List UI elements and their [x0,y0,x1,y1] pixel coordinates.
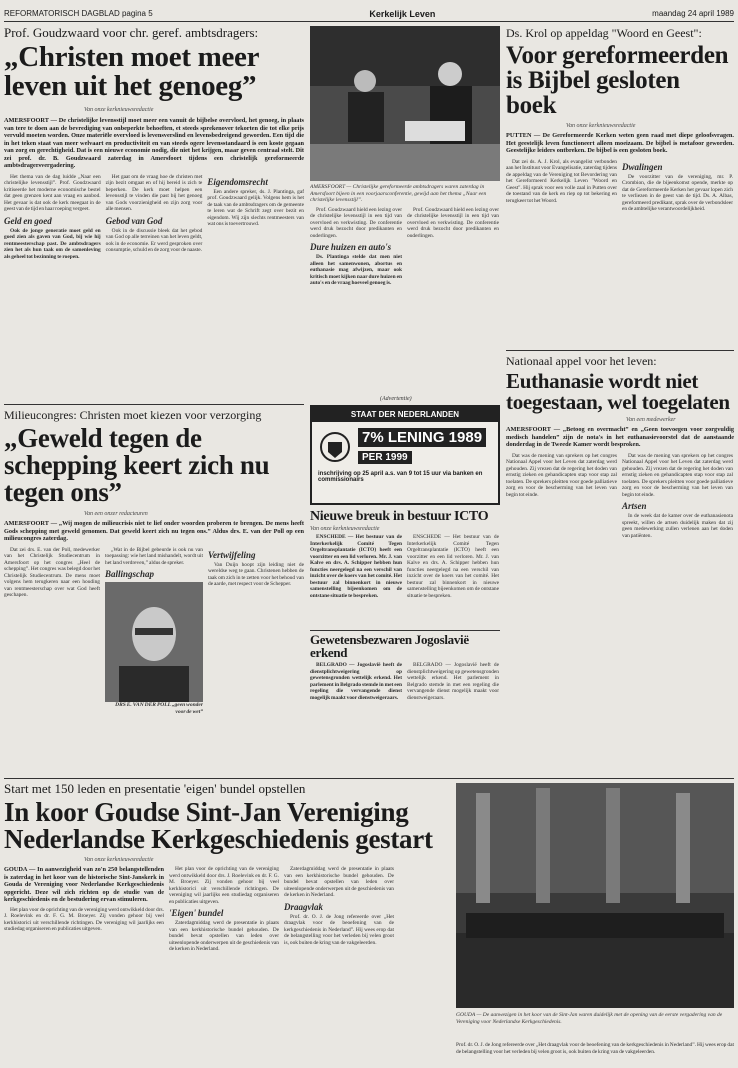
article-jogoslavie [310,630,500,770]
body-text: „Wat in de Bijbel gebeurde is ook nu van toepassing: wie het land mishandelt, wordt uit het land verdreven,” aldus de spreker. [105,546,203,566]
byline: Van onze kerknieuwsredactie [84,107,154,113]
byline: Van onze kerknieuwsredactie [566,123,636,129]
article-kicker: Milieucongres: Christen moet kiezen voor verzorging [4,408,262,422]
conference-photo [310,26,500,181]
article-lead: GOUDA — In aanwezigheid van zo'n 250 belangstellenden is zaterdag in het koor van de historische Sint-Janskerk in Gouda de Vereniging voor Nederlandse Kerkgeschiedenis opgericht. Deze wil zich richten op de studie van de kerkgeschiedenis en de bestudering ervan stimuleren. [4,866,164,903]
byline: Van onze kerknieuwsredactie [84,857,154,863]
body-text: Het thema van de dag luidde „Naar een christelijke levensstijl”. Prof. Goudzwaard kritiseerde het moderne economische bestel dat geen grenzen kent aan vraag en aanbod. Het gevaar is dat ook de kerk meegaat in de geest van de tijd en haar roeping vergeet. [4,173,101,212]
header-date: maandag 24 april 1989 [652,9,734,18]
body-text: BELGRADO — Jogoslavië heeft de dienstplichtweigering op gewetensgronden wettelijk erkend. Het parlement in Belgrado stemde in met een regeling die vervangende dienst mogelijk maakt voor dienstweigeraars. [310,662,402,701]
body-text: Het plan voor de oprichting van de vereniging werd ontwikkeld door drs. J. Roelevink en dr. F. G. M. Broeyer. Zij vonden gehoor bij veel kerkhistorici uit verschillende richtingen. De vereniging wil jaarlijks een studiedag organiseren en publicaties uitgeven. [169,866,279,905]
article-icto [310,510,500,626]
section-title: Kerkelijk Leven [369,8,436,19]
ad-loan-term: PER 1999 [358,451,412,464]
body-text: Prof. Goudzwaard hield een lezing over de christelijke levensstijl in een tijd van overvloed en verkwisting. De conferentie werd druk bezocht door predikanten en ouderlingen. [407,206,499,239]
subheading: Eigendomsrecht [207,176,268,187]
article-headline[interactable]: Gewetensbezwaren Jogoslavië erkend [310,632,469,660]
article-lead: AMERSFOORT — De christelijke levensstijl moet meer een vanuit de bijbelse overvloed, het genoeg, in plaats van tere te doen aan de bevrediging van onbeperkte behoeften, et steeds sprekenover tekorten die tot elke prijs vervuld moeten worden. Onze materiële overvloed is levensverslind en levensbedreigend geworden. Een tijd die in het teken staat van meer welvaart en productiviteit en van steeds ogere levensstandaard is een koste gegaan van zorg en gerechtigheid. Dat is een nieuwe economie nodig, die niet het krijgen, maar geven centraal stelt. Dit zei prof. dr. B. Goudzwaard zaterdag in Amersfoort tijdens een christelijk gereformeerde ambtsdragersvergadering. [4,117,304,169]
article-krol [506,26,734,346]
page-header [4,6,734,22]
body-text: Dat zei drs. E. van der Poll, medewerker van het Christelijk Studiecentrum in Amersfoort op het congres „Heel de schepping”. Het congres was belegd door het Christelijk Studiecentrum. De mens moet volgens hem terugkeren naar een houding van rentmeesterschap over wat God heeft geschapen. [4,546,100,598]
byline: Van een onzer redacteuren [84,511,148,517]
ad-issuer: STAAT DER NEDERLANDEN [312,407,498,422]
church-photo-caption: GOUDA — De aanwezigen in het koor van de Sint-Jan waren duidelijk met de opening van de eerste vergadering van de Vereniging voor Nederlandse Kerkgeschiedenis. [456,1012,723,1025]
body-text: ENSCHEDE — Het bestuur van de Interkerkelijk Comité Tegen Orgeltransplantatie (ICTO) heeft een voorzitter en een lid verloren. Mr. J. van Kalve en drs. A. Schipper hebben hun functies neergelegd na een verschil van inzicht over de koers van het comité. Het bestuur zal binnenkort in nieuwe samenstelling bijeenkomen om de ontstane situatie te bespreken. [407,534,499,599]
portrait-image [105,582,203,702]
coat-of-arms-icon [318,430,352,464]
body-text: Ds. Plantinga stelde dat men niet alleen het samenwonen, abortus en euthanasie mag afwijzen, maar ook kritisch moet kijken naar dure huizen en auto's en de vraag hoeveel genoeg is. [310,254,402,286]
body-text: Het plan voor de oprichting van de vereniging werd ontwikkeld door drs. J. Roelevink en dr. F. G. M. Broeyer. Zij vonden gehoor bij veel kerkhistorici uit verschillende richtingen. De vereniging wil jaarlijks een studiedag organiseren en publicaties uitgeven. [4,906,164,932]
subheading: Vertwijfeling [208,549,256,560]
article-headline[interactable]: „Geweld tegen de schepping keert zich nu tegen ons” [4,423,270,507]
article-headline[interactable]: Voor gereformeerden is Bijbel gesloten boek [506,42,729,119]
subheading: Dwalingen [622,161,663,172]
subheading: Artsen [622,501,647,511]
body-text: Het gaat om de vraag hoe de christen met zijn bezit omgaat en of hij bereid is zich te beperken. De kerk moet helpen een levensstijl te vinden die past bij het genoeg van Gods voorzienigheid en zijn zorg voor alle mensen. [105,173,203,212]
body-text: Dat zei ds. A. J. Krol, als evangelist verbonden aan het Instituut voor Evangelisatie, zaterdag tijdens de appeldag van de Vereniging tot Bevordering van het Gereformeerd Kerkelijk Leven "Woord en Geest". Hij sprak voor een volle zaal in Putten over de toestand van de kerk en riep op tot bekering en terugkeer tot het Woord. [506,158,617,204]
body-text: ENSCHEDE — Het bestuur van de Interkerkelijk Comité Tegen Orgeltransplantatie (ICTO) heeft een voorzitter en een lid verloren. Mr. J. van Kalve en drs. A. Schipper hebben hun functies neergelegd na een verschil van inzicht over de koers van het comité. Het bestuur zal binnenkort in nieuwe samenstelling bijeenkomen om de ontstane situatie te bespreken. [310,534,402,599]
subheading: Ballingschap [105,569,155,579]
article-lead: PUTTEN — De Gereformeerde Kerken weten geen raad met diepe geloofsvragen. Het geestelijk leven functioneert alleen moeizaam. De bijbel is metafoor geworden. Geestelijke leiders ontbreken. De bijbel is een gesloten boek. [506,132,734,154]
article-euthanasie [506,350,734,650]
body-text: Prof. dr. O. J. de Jong refereerde over „Het draagvlak voor de beoefening van de kerkgeschiedenis in Nederland”. Hij wees erop dat de belangstelling voor het verleden bij velen groot is, ook buiten de kring van de vakgeleerden. [456,1042,734,1055]
subheading: Dure huizen en auto's [310,242,392,252]
body-text: Van Duijn hoopt zijn leiding niet de wereldse weg te gaan. Christenen hebben de taak om zich in te zetten voor het behoud van de aarde, met respect voor de Schepper. [208,561,304,587]
advertisement[interactable] [310,405,500,505]
body-text: Ook in de discussie bleek dat het gebod van God op alle terreinen van het leven geldt, ook in de economie. Er werd gesproken over consumptie, schuld en de zorg voor de naaste. [105,227,203,253]
article-milieu [4,404,304,774]
church-interior-image [456,783,734,1008]
body-text: Prof. dr. O. J. de Jong refereerde over „Het draagvlak voor de beoefening van de kerkgeschiedenis in Nederland”. Hij wees erop dat de belangstelling voor het verleden bij velen groot is, ook buiten de kring van de vakgeleerden. [284,913,394,946]
article-kicker: Nationaal appel voor het leven: [506,354,657,368]
article-kicker: Start met 150 leden en presentatie 'eigen' bundel opstellen [4,781,306,796]
subheading: 'Eigen' bundel [169,908,224,918]
subheading: Gebod van God [105,215,163,226]
body-text: Dat was de mening van sprekers op het congres Nationaal Appel voor het Leven dat zaterdag werd gehouden. Zij vrezen dat de regering het doden van ernstig zieken en gehandicapten stap voor stap zal toelaten. De sprekers pleitten voor goede palliatieve zorg en voor de bescherming van het leven van begin tot einde. [506,452,617,498]
body-text: BELGRADO — Jogoslavië heeft de dienstplichtweigering op gewetensgronden wettelijk erkend. Het parlement in Belgrado stemde in met een regeling die vervangende dienst mogelijk maakt voor dienstweigeraars. [407,662,499,701]
byline: Van een medewerker [626,417,676,423]
article-lead: AMERSFOORT — „Betoog en overmacht” en „Geen toevoegen voor zorgvuldig medisch handelen” zijn de nota's in het euthanasievoorstel dat de aanstaande donderdag in de Tweede Kamer wordt besproken. [506,426,734,448]
body-text: Ook de jonge generatie moet geld en goed zien als gaven van God, bij wie hij rentmeesterschap past. De ambtsdragers zien het als hun taak om de samenleving als geheel tot bezinning te roepen. [4,227,101,260]
body-text: Prof. Goudzwaard hield een lezing over de christelijke levensstijl in een tijd van overvloed en verkwisting. De conferentie werd druk bezocht door predikanten en ouderlingen. [310,206,402,239]
byline: Van onze kerknieuwsredactie [310,526,380,532]
body-text: Zaterdagmiddag werd de presentatie in plaats van een kerkhistorische bundel gehouden. De bundel bevat opstellen van leden over uiteenlopende onderwerpen uit de geschiedenis van de kerken in Nederland. [169,920,279,952]
body-text: De voorzitter van de vereniging, mr. P. Crombion, die de bijeenkomst opende, merkte op dat de Gereformeerde Kerken het gevaar lopen zich te verliezen in de geest van de tijd. Ds. A. Albas, gereformeerd predikant, sprak over de verbondsleer en de ambtelijke verantwoordelijkheid. [622,173,733,212]
ad-loan-title: 7% LENING 1989 [358,428,486,447]
article-headline[interactable]: Nieuwe breuk in bestuur ICTO [310,510,489,524]
ad-text: inschrijving op 25 april a.s. van 9 tot 15 uur via banken en commissionairs [318,471,483,483]
portrait-caption: DRS E. VAN DER POLL „geen wonder voor de wet” [115,702,203,715]
body-text: Een andere spreker, ds. J. Plantinga, gaf prof. Goudzwaard gelijk. Volgens hem is het de taak van de ambtsdragers om de gemeente te leren wat de Schrift zegt over bezit en eigendom. Wij zijn slechts rentmeesters van wat ons is toevertrouwd. [207,188,304,227]
subheading: Draagvlak [284,901,323,912]
speakers-image [310,26,500,181]
subheading: Geld en goed [4,215,52,226]
header-left: REFORMATORISCH DAGBLAD pagina 5 [4,9,153,18]
body-text: Zaterdagmiddag werd de presentatie in plaats van een kerkhistorische bundel gehouden. De bundel bevat opstellen van leden over uiteenlopende onderwerpen uit de geschiedenis van de kerken in Nederland. [284,866,394,898]
photo-article [310,26,500,401]
article-lead: AMERSFOORT — „Wij mogen de milieucrisis niet te lief onder woorden proberen te brengen. De mens heeft Gods schepping met geweld genomen. Dat geweld keert zich nu tegen ons.” Aldus drs. E. van der Poll op een milieucongres zaterdag. [4,520,304,542]
article-kicker: Prof. Goudzwaard voor chr. geref. ambtsdragers: [4,26,259,40]
portrait-photo [105,582,203,702]
article-goudzwaard [4,26,304,401]
article-headline[interactable]: „Christen moet meer leven uit het genoeg” [4,41,259,102]
photo-caption: AMERSFOORT — Christelijke gereformeerde ambtsdragers waren zaterdag in Amersfoort bijeen in een voorjaarsconferentie, gewijd aan het thema „Naar een christelijke levensstijl”. [310,184,487,203]
ad-label: (Advertentie) [380,396,412,402]
church-photo [456,783,734,1008]
article-headline[interactable]: In koor Goudse Sint-Jan Vereniging Nederlandse Kerkgeschiedenis gestart [4,797,433,854]
article-kicker: Ds. Krol op appeldag "Woord en Geest": [506,26,702,40]
body-text: Dat was de mening van sprekers op het congres Nationaal Appel voor het Leven dat zaterdag werd gehouden. Zij vrezen dat de regering het doden van ernstig zieken en gehandicapten stap voor stap zal toelaten. De sprekers pleitten voor goede palliatieve zorg en voor de bescherming van het leven van begin tot einde. [622,452,733,498]
body-text: In de week dat de kamer over de euthanasienota spreekt, willen de artsen duidelijk maken dat zij geen medewerking zullen verlenen aan het doden van patiënten. [622,513,733,539]
article-headline[interactable]: Euthanasie wordt niet toegestaan, wel toegelaten [506,369,730,414]
